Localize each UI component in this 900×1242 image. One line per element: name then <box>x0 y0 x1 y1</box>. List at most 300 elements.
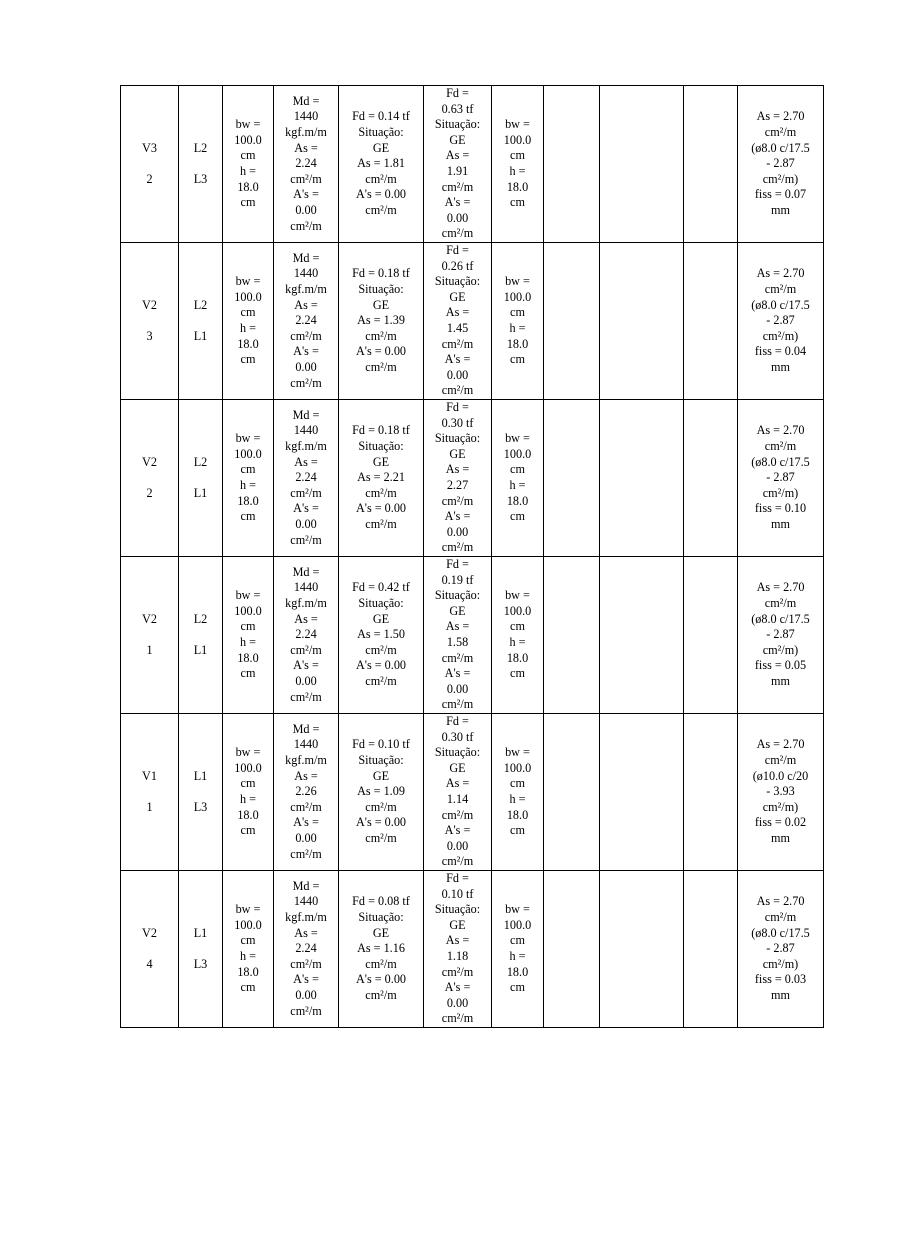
cell-text-line: 18.0 <box>237 179 259 194</box>
cell-text-line: 4 <box>146 956 153 971</box>
cell-text-line: h = <box>509 321 526 335</box>
cell-text-line: 100.0 <box>234 132 262 147</box>
cell-text-line: kgf.m/m <box>285 753 327 768</box>
cell-text-line: 18.0 <box>506 807 529 822</box>
cell-text-line: A's = 0.00 <box>355 187 407 202</box>
slab-pair-cell <box>179 400 223 557</box>
empty-cell <box>684 86 738 243</box>
cell-text-line: A's = <box>444 509 471 524</box>
cell-text-line: h = <box>239 164 256 178</box>
cell-text-line: 1 <box>146 799 153 814</box>
cell-text-line: cm <box>240 509 256 524</box>
cell-text-line: A's = <box>293 815 319 830</box>
cell-text-line: GE <box>372 454 390 469</box>
cell-text-line: GE <box>449 446 466 461</box>
cell-text-line: A's = <box>293 972 319 987</box>
reinforcement-cell <box>738 557 824 714</box>
reinforcement-cell <box>738 86 824 243</box>
cell-text-line: Fd = <box>446 243 469 258</box>
cell-text-line: 0.00 <box>295 359 317 374</box>
cell-text-line: L1 <box>193 485 208 500</box>
empty-cell <box>600 714 684 871</box>
line-spacer <box>181 156 220 172</box>
cell-text-line: h = <box>239 321 256 335</box>
cell-text-line: GE <box>372 297 390 312</box>
cell-text-line: A's = <box>444 195 471 210</box>
cell-text-line: As = 1.09 <box>357 784 405 799</box>
cell-text-line: A's = <box>293 658 319 673</box>
cell-text-line: Situação: <box>434 745 481 760</box>
empty-cell <box>544 714 600 871</box>
force-cell-right <box>424 243 492 400</box>
cell-text-line: cm²/m <box>290 328 322 343</box>
slab-pair-cell <box>179 243 223 400</box>
cell-text-line: GE <box>449 289 466 304</box>
cell-text-line: cm²/m <box>290 642 322 657</box>
cell-text-line: V3 <box>142 140 157 155</box>
cell-text-line: cm²/m <box>441 807 474 822</box>
cell-text-line: Fd = <box>446 86 469 101</box>
cell-text-line: - 2.87 <box>766 627 795 642</box>
cell-text-line: cm <box>240 776 256 791</box>
line-spacer <box>123 627 176 643</box>
cell-text-line: 0.63 tf <box>441 101 474 116</box>
table-row <box>121 557 824 714</box>
cell-text-line: As = 2.70 <box>756 266 805 281</box>
cell-text-line: 0.00 <box>446 524 469 539</box>
cell-text-line: As = <box>445 933 470 948</box>
cell-text-line: cm <box>240 933 256 948</box>
cell-text-line: As = <box>445 148 470 163</box>
cell-text-line: bw = <box>505 588 530 603</box>
force-cell-right <box>424 714 492 871</box>
cell-text-line: fiss = 0.07 <box>754 187 807 202</box>
slab-pair-cell <box>179 714 223 871</box>
cell-text-line: cm²/m <box>441 179 474 194</box>
cell-text-line: (ø8.0 c/17.5 <box>751 454 810 469</box>
cell-text-line: 2 <box>146 171 153 186</box>
cell-text-line: GE <box>372 611 390 626</box>
cell-text-line: h = <box>239 792 256 806</box>
moment-cell <box>274 714 339 871</box>
cell-text-line: cm²/m <box>290 171 322 186</box>
cell-text-line: cm <box>510 619 525 634</box>
cell-text-line: L2 <box>193 454 208 469</box>
cell-text-line: 0.30 tf <box>441 729 474 744</box>
cell-text-line: 1440 <box>293 423 319 438</box>
cell-text-line: bw = <box>235 588 261 603</box>
cell-text-line: 0.00 <box>295 987 317 1002</box>
force-cell-right <box>424 557 492 714</box>
empty-cell <box>600 557 684 714</box>
cell-text-line: kgf.m/m <box>285 125 327 140</box>
cell-text-line: cm²/m) <box>762 485 799 500</box>
cell-text-line: cm²/m <box>290 532 322 547</box>
cell-text-line: kgf.m/m <box>285 910 327 925</box>
section-cell <box>223 871 274 1028</box>
cell-text-line: Situação: <box>434 431 481 446</box>
cell-text-line: As = <box>294 611 318 626</box>
cell-text-line: 0.00 <box>446 210 469 225</box>
table-row <box>121 714 824 871</box>
cell-text-line: (ø8.0 c/17.5 <box>751 140 810 155</box>
cell-text-line: L1 <box>193 328 208 343</box>
cell-text-line: cm <box>240 666 256 681</box>
moment-cell <box>274 871 339 1028</box>
reinforcement-cell <box>738 243 824 400</box>
cell-text-line: cm²/m <box>764 910 797 925</box>
section-cell-2 <box>492 243 544 400</box>
moment-cell <box>274 243 339 400</box>
cell-text-line: cm²/m <box>441 226 474 241</box>
moment-cell <box>274 400 339 557</box>
cell-text-line: 18.0 <box>237 493 259 508</box>
line-spacer <box>123 156 176 172</box>
cell-text-line: cm <box>240 305 256 320</box>
cell-text-line: cm²/m <box>290 218 322 233</box>
cell-text-line: As = 1.39 <box>357 313 405 328</box>
cell-text-line: 1440 <box>293 580 319 595</box>
beam-id-cell <box>121 243 179 400</box>
cell-text-line: 0.00 <box>446 367 469 382</box>
cell-text-line: (ø8.0 c/17.5 <box>751 925 810 940</box>
cell-text-line: As = <box>445 462 470 477</box>
cell-text-line: cm <box>240 823 256 838</box>
cell-text-line: As = <box>445 776 470 791</box>
cell-text-line: Fd = 0.42 tf <box>352 580 410 595</box>
cell-text-line: fiss = 0.03 <box>754 972 807 987</box>
cell-text-line: Md = <box>292 721 320 736</box>
cell-text-line: 0.30 tf <box>441 415 474 430</box>
cell-text-line: L3 <box>193 956 208 971</box>
cell-text-line: bw = <box>235 274 261 289</box>
cell-text-line: h = <box>509 164 526 178</box>
empty-cell <box>684 557 738 714</box>
cell-text-line: 18.0 <box>506 650 529 665</box>
table-row <box>121 400 824 557</box>
cell-text-line: 0.00 <box>295 673 317 688</box>
cell-text-line: Md = <box>292 407 320 422</box>
cell-text-line: 1.14 <box>446 792 469 806</box>
cell-text-line: 1440 <box>293 109 319 124</box>
cell-text-line: cm²/m <box>764 125 797 140</box>
cell-text-line: Md = <box>292 93 320 108</box>
cell-text-line: As = <box>294 297 318 312</box>
cell-text-line: L3 <box>193 171 208 186</box>
cell-text-line: h = <box>509 792 526 806</box>
cell-text-line: 2.24 <box>295 941 317 956</box>
cell-text-line: As = 2.70 <box>756 737 805 752</box>
cell-text-line: 0.00 <box>446 838 469 853</box>
cell-text-line: L2 <box>193 140 208 155</box>
section-cell <box>223 557 274 714</box>
cell-text-line: 1440 <box>293 266 319 281</box>
cell-text-line: 1 <box>146 642 153 657</box>
cell-text-line: bw = <box>505 117 530 132</box>
empty-cell <box>684 714 738 871</box>
cell-text-line: bw = <box>505 431 530 446</box>
cell-text-line: As = 2.21 <box>357 470 405 485</box>
cell-text-line: 18.0 <box>506 179 529 194</box>
cell-text-line: Situação: <box>434 274 481 289</box>
cell-text-line: Situação: <box>358 753 404 768</box>
cell-text-line: 100.0 <box>234 917 262 932</box>
cell-text-line: L1 <box>193 925 208 940</box>
cell-text-line: h = <box>509 949 526 963</box>
cell-text-line: As = <box>294 768 318 783</box>
cell-text-line: cm²/m <box>441 1011 474 1026</box>
cell-text-line: Fd = <box>446 714 469 729</box>
cell-text-line: bw = <box>235 117 261 132</box>
cell-text-line: V2 <box>142 297 157 312</box>
cell-text-line: 100.0 <box>234 289 262 304</box>
cell-text-line: kgf.m/m <box>285 282 327 297</box>
cell-text-line: cm <box>240 195 256 210</box>
cell-text-line: (ø10.0 c/20 <box>752 768 809 783</box>
cell-text-line: 18.0 <box>237 807 259 822</box>
cell-text-line: 1.91 <box>446 164 469 178</box>
cell-text-line: cm²/m <box>290 375 322 390</box>
cell-text-line: Fd = <box>446 557 469 572</box>
cell-text-line: As = <box>294 925 318 940</box>
cell-text-line: fiss = 0.04 <box>754 344 807 359</box>
cell-text-line: cm²/m <box>365 830 397 845</box>
empty-cell <box>544 400 600 557</box>
table-row <box>121 243 824 400</box>
cell-text-line: V1 <box>142 768 157 783</box>
table-row <box>121 86 824 243</box>
cell-text-line: cm²/m <box>365 485 397 500</box>
force-cell-left <box>339 557 424 714</box>
cell-text-line: cm²/m) <box>762 956 799 971</box>
cell-text-line: cm²/m <box>441 697 474 712</box>
cell-text-line: cm²/m <box>365 987 397 1002</box>
cell-text-line: mm <box>771 202 790 217</box>
cell-text-line: As = 1.81 <box>357 156 405 171</box>
empty-cell <box>544 243 600 400</box>
cell-text-line: V2 <box>142 611 157 626</box>
section-cell-2 <box>492 400 544 557</box>
cell-text-line: L1 <box>193 642 208 657</box>
cell-text-line: V2 <box>142 925 157 940</box>
cell-text-line: mm <box>771 830 790 845</box>
section-cell-2 <box>492 86 544 243</box>
line-spacer <box>181 313 220 329</box>
cell-text-line: As = 2.70 <box>756 894 805 909</box>
cell-text-line: kgf.m/m <box>285 596 327 611</box>
cell-text-line: 0.00 <box>446 995 469 1010</box>
force-cell-right <box>424 871 492 1028</box>
beam-id-cell <box>121 714 179 871</box>
cell-text-line: As = 1.16 <box>357 941 405 956</box>
line-spacer <box>123 784 176 800</box>
cell-text-line: 0.00 <box>295 830 317 845</box>
slab-pair-cell <box>179 86 223 243</box>
cell-text-line: cm <box>240 980 256 995</box>
cell-text-line: L2 <box>193 611 208 626</box>
cell-text-line: GE <box>449 760 466 775</box>
cell-text-line: bw = <box>235 745 261 760</box>
cell-text-line: 2.24 <box>295 156 317 171</box>
cell-text-line: 100.0 <box>503 446 532 461</box>
cell-text-line: A's = 0.00 <box>355 972 407 987</box>
cell-text-line: cm²/m <box>764 439 797 454</box>
cell-text-line: cm <box>510 305 525 320</box>
cell-text-line: cm²/m <box>365 673 397 688</box>
cell-text-line: cm²/m <box>290 956 322 971</box>
cell-text-line: cm²/m <box>764 753 797 768</box>
line-spacer <box>123 470 176 486</box>
beam-id-cell <box>121 400 179 557</box>
empty-cell <box>684 243 738 400</box>
reinforcement-cell <box>738 400 824 557</box>
cell-text-line: 1440 <box>293 737 319 752</box>
cell-text-line: h = <box>239 478 256 492</box>
cell-text-line: mm <box>771 359 790 374</box>
empty-cell <box>684 400 738 557</box>
empty-cell <box>544 557 600 714</box>
cell-text-line: Situação: <box>434 588 481 603</box>
cell-text-line: cm <box>510 776 525 791</box>
cell-text-line: cm <box>510 148 525 163</box>
cell-text-line: 18.0 <box>237 650 259 665</box>
cell-text-line: bw = <box>235 431 261 446</box>
cell-text-line: cm²/m <box>290 846 322 861</box>
cell-text-line: 1.45 <box>446 321 469 335</box>
cell-text-line: As = 2.70 <box>756 109 805 124</box>
cell-text-line: As = <box>294 140 318 155</box>
cell-text-line: cm²/m) <box>762 328 799 343</box>
cell-text-line: cm²/m <box>441 383 474 398</box>
cell-text-line: fiss = 0.02 <box>754 815 807 830</box>
cell-text-line: 18.0 <box>506 493 529 508</box>
cell-text-line: cm <box>510 509 525 524</box>
cell-text-line: 18.0 <box>237 964 259 979</box>
cell-text-line: cm²/m <box>365 328 397 343</box>
cell-text-line: 0.00 <box>295 202 317 217</box>
cell-text-line: As = 2.70 <box>756 423 805 438</box>
cell-text-line: Md = <box>292 564 320 579</box>
cell-text-line: A's = <box>293 501 319 516</box>
force-cell-right <box>424 86 492 243</box>
cell-text-line: - 2.87 <box>766 313 795 328</box>
cell-text-line: cm²/m) <box>762 642 799 657</box>
empty-cell <box>544 86 600 243</box>
section-cell-2 <box>492 714 544 871</box>
cell-text-line: 100.0 <box>503 132 532 147</box>
cell-text-line: cm²/m <box>441 336 474 351</box>
cell-text-line: h = <box>509 478 526 492</box>
cell-text-line: As = <box>294 454 318 469</box>
cell-text-line: V2 <box>142 454 157 469</box>
cell-text-line: As = <box>445 619 470 634</box>
cell-text-line: cm <box>240 462 256 477</box>
cell-text-line: cm <box>510 352 525 367</box>
cell-text-line: cm²/m <box>365 202 397 217</box>
cell-text-line: bw = <box>505 902 530 917</box>
cell-text-line: GE <box>372 925 390 940</box>
cell-text-line: 1.18 <box>446 949 469 963</box>
cell-text-line: A's = <box>444 666 471 681</box>
section-cell-2 <box>492 871 544 1028</box>
cell-text-line: GE <box>449 132 466 147</box>
cell-text-line: h = <box>239 949 256 963</box>
cell-text-line: 18.0 <box>506 336 529 351</box>
slab-results-table <box>120 85 824 1028</box>
cell-text-line: cm²/m) <box>762 799 799 814</box>
line-spacer <box>181 784 220 800</box>
cell-text-line: 18.0 <box>237 336 259 351</box>
cell-text-line: Situação: <box>358 282 404 297</box>
cell-text-line: cm²/m <box>441 493 474 508</box>
cell-text-line: Fd = 0.10 tf <box>352 737 410 752</box>
force-cell-left <box>339 871 424 1028</box>
cell-text-line: A's = <box>293 187 319 202</box>
cell-text-line: Fd = <box>446 871 469 886</box>
cell-text-line: GE <box>372 140 390 155</box>
cell-text-line: Fd = 0.14 tf <box>352 109 410 124</box>
cell-text-line: bw = <box>505 274 530 289</box>
cell-text-line: A's = 0.00 <box>355 501 407 516</box>
cell-text-line: cm²/m <box>290 1003 322 1018</box>
cell-text-line: cm <box>510 980 525 995</box>
cell-text-line: mm <box>771 987 790 1002</box>
cell-text-line: cm²/m <box>764 282 797 297</box>
cell-text-line: - 3.93 <box>766 784 795 799</box>
cell-text-line: kgf.m/m <box>285 439 327 454</box>
cell-text-line: cm²/m) <box>762 171 799 186</box>
force-cell-left <box>339 714 424 871</box>
cell-text-line: 3 <box>146 328 153 343</box>
cell-text-line: (ø8.0 c/17.5 <box>751 297 810 312</box>
cell-text-line: mm <box>771 516 790 531</box>
empty-cell <box>600 400 684 557</box>
cell-text-line: Situação: <box>358 125 404 140</box>
cell-text-line: cm <box>510 462 525 477</box>
empty-cell <box>600 86 684 243</box>
cell-text-line: 1440 <box>293 894 319 909</box>
cell-text-line: Md = <box>292 878 320 893</box>
cell-text-line: mm <box>771 673 790 688</box>
cell-text-line: cm <box>240 352 256 367</box>
cell-text-line: GE <box>372 768 390 783</box>
section-cell <box>223 400 274 557</box>
table-body <box>121 86 824 1028</box>
cell-text-line: cm <box>240 148 256 163</box>
cell-text-line: Fd = 0.08 tf <box>352 894 410 909</box>
cell-text-line: 100.0 <box>234 760 262 775</box>
cell-text-line: As = <box>445 305 470 320</box>
cell-text-line: cm²/m <box>365 516 397 531</box>
cell-text-line: cm²/m <box>290 799 322 814</box>
cell-text-line: cm²/m <box>365 359 397 374</box>
line-spacer <box>181 941 220 957</box>
line-spacer <box>123 313 176 329</box>
cell-text-line: cm²/m <box>365 956 397 971</box>
cell-text-line: A's = <box>444 823 471 838</box>
cell-text-line: cm²/m <box>290 689 322 704</box>
cell-text-line: A's = 0.00 <box>355 815 407 830</box>
cell-text-line: 0.00 <box>446 681 469 696</box>
cell-text-line: Situação: <box>358 439 404 454</box>
cell-text-line: As = 1.50 <box>357 627 405 642</box>
cell-text-line: 0.00 <box>295 516 317 531</box>
slab-pair-cell <box>179 557 223 714</box>
empty-cell <box>684 871 738 1028</box>
force-cell-left <box>339 243 424 400</box>
cell-text-line: cm²/m <box>365 799 397 814</box>
empty-cell <box>544 871 600 1028</box>
